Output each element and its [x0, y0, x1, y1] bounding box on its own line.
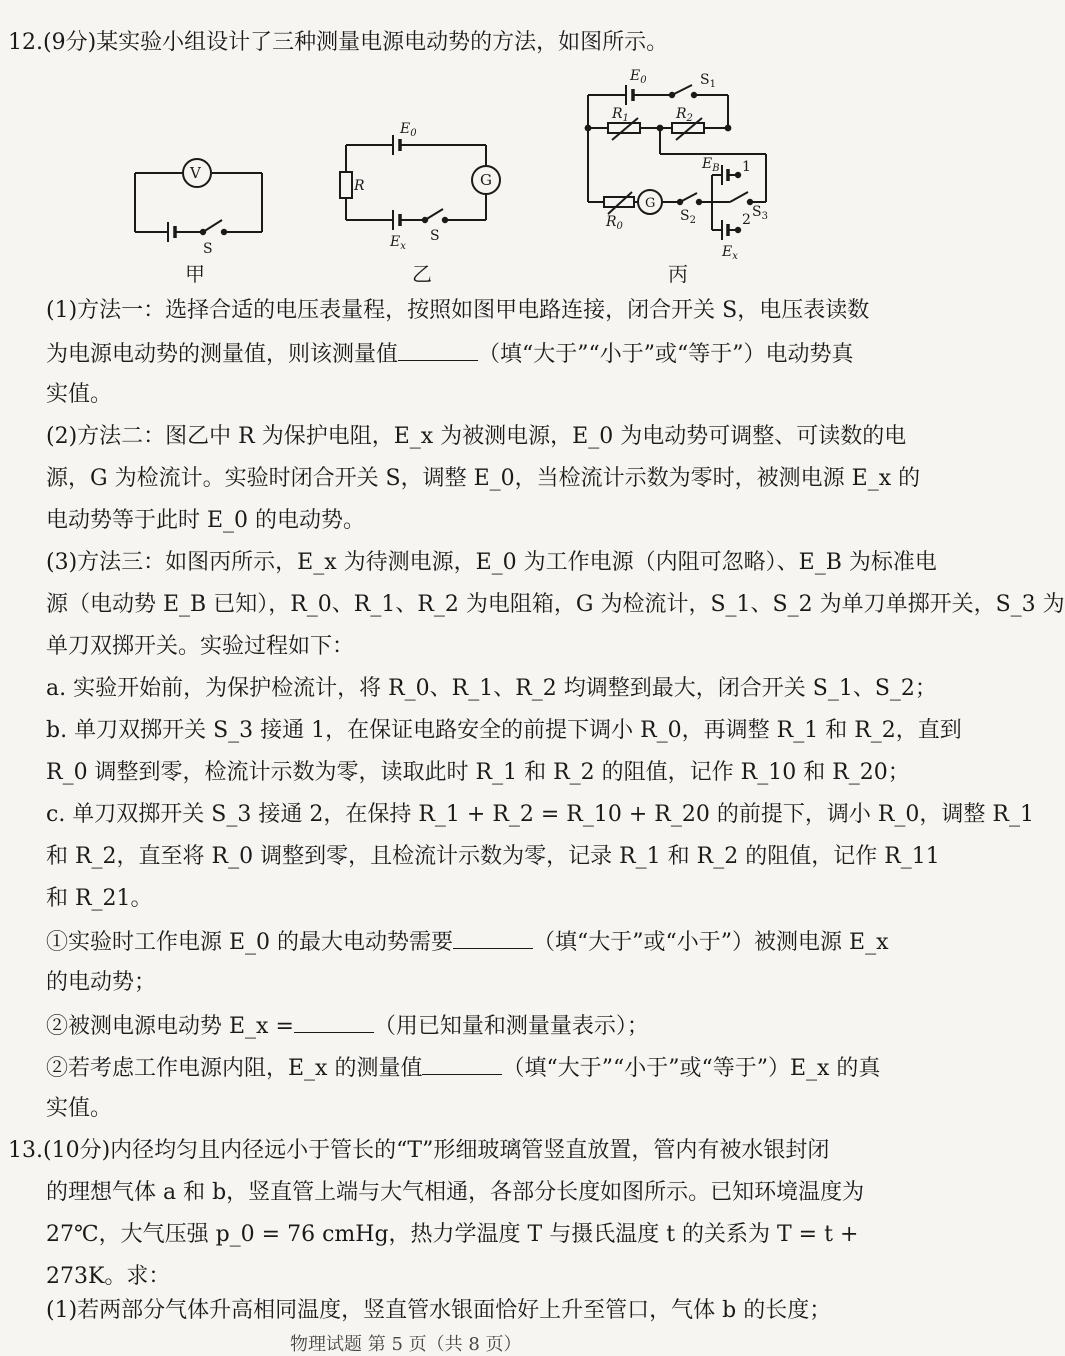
- q13-line5: (1)若两部分气体升高相同温度，竖直管水银面恰好上升至管口，气体 b 的长度；: [46, 1298, 832, 1323]
- part3-step-b1: b. 单刀双掷开关 S_3 接通 1，在保证电路安全的前提下调小 R_0，再调整 R_1 和 R_2，直到: [46, 718, 962, 743]
- part2-line2: 源，G 为检流计。实验时闭合开关 S，调整 E_0，当检流计示数为零时，被测电源 E_x 的: [46, 466, 921, 491]
- bing-s2-label: $S_2$: [680, 208, 696, 226]
- part3-question3-cont: 实值。: [46, 1096, 113, 1121]
- bing-s1-label: $S_1$: [700, 72, 716, 90]
- part3-question1-cont: 的电动势；: [46, 970, 157, 995]
- jia-switch-label: S: [203, 241, 213, 257]
- part2-line3: 电动势等于此时 E_0 的电动势。: [46, 508, 366, 533]
- q13-line2: 的理想气体 a 和 b，竖直管上端与大气相通，各部分长度如图所示。已知环境温度为: [46, 1180, 865, 1205]
- q12-number: 12.: [8, 30, 43, 55]
- part3-question2: ②被测电源电动势 E_x = （用已知量和测量量表示）；: [46, 1010, 649, 1042]
- bing-pos1-label: 1: [742, 159, 751, 175]
- q13-number: 13.: [8, 1138, 43, 1163]
- yi-ex-label: $E_x$: [390, 234, 406, 252]
- q13-line3: 27℃，大气压强 p_0 = 76 cmHg，热力学温度 T 与摄氏温度 t 的关系为 T = t +: [46, 1222, 859, 1247]
- part3-q2-blank[interactable]: [294, 1010, 374, 1033]
- yi-switch-label: S: [430, 228, 440, 244]
- bing-r2-label: $R_2$: [676, 106, 693, 124]
- caption-jia: 甲: [185, 262, 205, 286]
- bing-eb-label: $E_B$: [702, 156, 720, 174]
- yi-e0-label: $E_0$: [400, 121, 417, 139]
- caption-yi: 乙: [412, 262, 432, 286]
- bing-r0-label: $R_0$: [606, 214, 623, 232]
- voltmeter-label: V: [190, 164, 201, 182]
- q12-points: (9分): [43, 30, 97, 55]
- q12-intro: 某实验小组设计了三种测量电源电动势的方法，如图所示。: [96, 30, 669, 55]
- part3-line1: (3)方法三：如图丙所示，E_x 为待测电源，E_0 为工作电源（内阻可忽略）、E_B 为标准电: [46, 550, 937, 575]
- page-footer: 物理试题 第 5 页（共 8 页）: [290, 1334, 522, 1355]
- part3-question3: ②若考虑工作电源内阻，E_x 的测量值 （填“大于”“小于”或“等于”）E_x 的真: [46, 1052, 880, 1084]
- part3-step-c1: c. 单刀双掷开关 S_3 接通 2，在保持 R_1 + R_2 = R_10 + R_20 的前提下，调小 R_0，调整 R_1: [46, 802, 1034, 827]
- part3-line2: 源（电动势 E_B 已知），R_0、R_1、R_2 为电阻箱，G 为检流计，S_1、S_2 为单刀单掷开关，S_3 为: [46, 592, 1065, 617]
- part3-q1-blank[interactable]: [453, 926, 533, 949]
- q13-line1: 13.(10分)内径均匀且内径远小于管长的“T”形细玻璃管竖直放置，管内有被水银封闭: [8, 1138, 830, 1163]
- bing-pos2-label: 2: [742, 212, 751, 228]
- resistor-r-icon: [340, 172, 352, 198]
- part1-answer-blank[interactable]: [398, 338, 478, 361]
- part1-line3: 实值。: [46, 382, 113, 407]
- bing-r1-label: $R_1$: [612, 106, 629, 124]
- q13-line4: 273K。求：: [46, 1264, 171, 1289]
- bing-ex-label: $E_x$: [722, 244, 738, 262]
- part3-question1: ①实验时工作电源 E_0 的最大电动势需要 （填“大于”或“小于”）被测电源 E_x: [46, 926, 889, 958]
- q12-header: [8, 28, 668, 58]
- part3-step-c3: 和 R_21。: [46, 886, 153, 911]
- part1-line1: (1)方法一：选择合适的电压表量程，按照如图甲电路连接，闭合开关 S，电压表读数: [46, 298, 870, 323]
- bing-g-label: G: [645, 196, 656, 211]
- caption-bing: 丙: [668, 262, 688, 286]
- yi-r-label: R: [354, 178, 365, 194]
- bing-s3-label: $S_3$: [752, 204, 768, 222]
- part2-line1: (2)方法二：图乙中 R 为保护电阻，E_x 为被测电源，E_0 为电动势可调整、可读数的电: [46, 424, 907, 449]
- bing-e0-label: $E_0$: [630, 68, 647, 86]
- part3-step-a: a. 实验开始前，为保护检流计，将 R_0、R_1、R_2 均调整到最大，闭合开关 S_1、S_2；: [46, 676, 937, 701]
- part3-step-c2: 和 R_2，直至将 R_0 调整到零，且检流计示数为零，记录 R_1 和 R_2 的阻值，记作 R_11: [46, 844, 940, 869]
- part1-line2: 为电源电动势的测量值，则该测量值 （填“大于”“小于”或“等于”）电动势真: [46, 338, 854, 370]
- part3-q3-blank[interactable]: [422, 1052, 502, 1075]
- yi-g-label: G: [480, 171, 492, 189]
- part3-step-b2: R_0 调整到零，检流计示数为零，读取此时 R_1 和 R_2 的阻值，记作 R_10 和 R_20；: [46, 760, 910, 785]
- part3-line3: 单刀双掷开关。实验过程如下：: [46, 634, 355, 659]
